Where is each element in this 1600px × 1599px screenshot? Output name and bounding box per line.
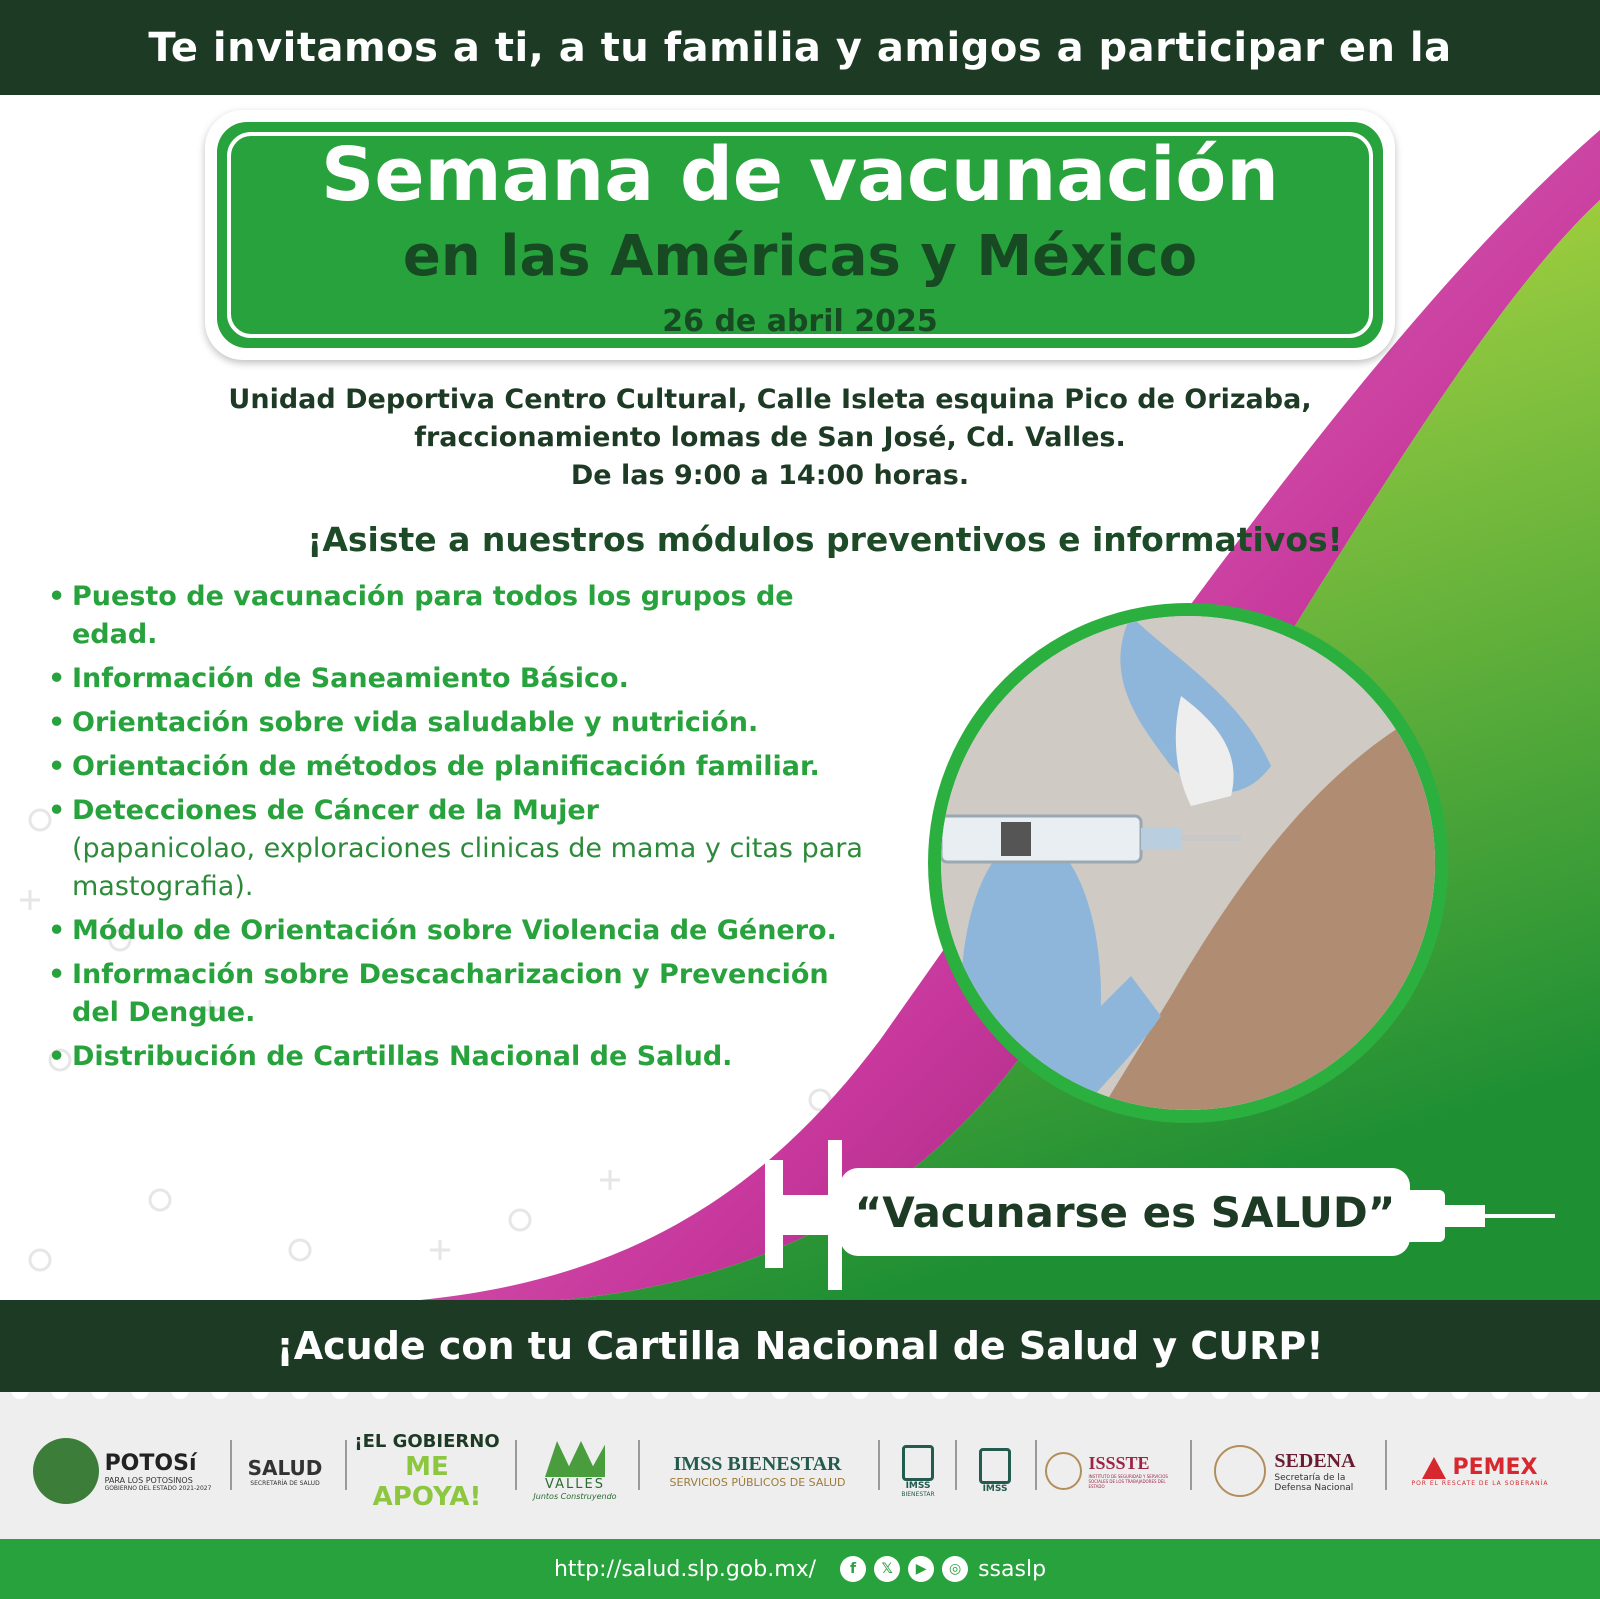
- event-date: 26 de abril 2025: [662, 304, 938, 339]
- logo-separator: [638, 1440, 640, 1490]
- bullet-icon: •: [48, 1041, 66, 1072]
- services-list: [48, 578, 868, 1082]
- bullet-icon: •: [48, 915, 66, 946]
- list-item: • Orientación sobre vida saludable y nutrición.: [48, 704, 868, 742]
- social-handle[interactable]: ssaslp: [978, 1556, 1047, 1582]
- logo-separator: [1035, 1440, 1037, 1490]
- valles-leaf-icon: [545, 1441, 605, 1477]
- list-item: • Módulo de Orientación sobre Violencia de Género.: [48, 912, 868, 950]
- imss-emblem-icon: [979, 1448, 1011, 1484]
- instagram-icon[interactable]: ◎: [942, 1556, 968, 1582]
- vaccination-illustration: [941, 616, 1435, 1110]
- list-item: • Puesto de vacunación para todos los grupos de edad.: [48, 578, 868, 654]
- slogan-text: “Vacunarse es SALUD”: [854, 1187, 1396, 1237]
- footer-bar: [0, 1539, 1600, 1599]
- website-link[interactable]: http://salud.slp.gob.mx/: [553, 1556, 817, 1582]
- slogan-banner: [840, 1168, 1410, 1256]
- invite-banner: [0, 0, 1600, 95]
- address-line-1: Unidad Deportiva Centro Cultural, Calle Isleta esquina Pico de Orizaba,: [228, 384, 1312, 415]
- logo-potosi: POTOSí PARA LOS POTOSINOS GOBIERNO DEL ESTADO 2021-2027: [32, 1432, 212, 1510]
- bullet-icon: •: [48, 707, 66, 738]
- logo-salud: SALUD SECRETARÍA DE SALUD: [247, 1455, 323, 1487]
- logo-imss: IMSS: [965, 1432, 1025, 1510]
- facebook-icon[interactable]: f: [840, 1556, 866, 1582]
- list-item: • Orientación de métodos de planificación familiar.: [48, 748, 868, 786]
- logo-issste: ISSSTE INSTITUTO DE SEGURIDAD Y SERVICIOS SOCIALES DE LOS TRABAJADORES DEL ESTADO: [1045, 1432, 1175, 1510]
- youtube-icon[interactable]: ▶: [908, 1556, 934, 1582]
- cta-banner: [0, 1300, 1600, 1392]
- logo-separator: [230, 1440, 232, 1490]
- dotted-border: [0, 1392, 1600, 1408]
- cta-text: ¡Acude con tu Cartilla Nacional de Salud y CURP!: [276, 1324, 1324, 1368]
- vaccination-photo: [928, 603, 1448, 1123]
- title-line-1: Semana de vacunación: [321, 132, 1279, 218]
- logo-pemex: PEMEX POR EL RESCATE DE LA SOBERANÍA: [1411, 1455, 1549, 1487]
- logo-imss-bienestar: IMSS BIENESTAR SERVICIOS PÚBLICOS DE SALUD: [669, 1453, 846, 1489]
- logo-separator: [1385, 1440, 1387, 1490]
- logo-valles: VALLES Juntos Construyendo: [525, 1432, 625, 1510]
- event-hours: De las 9:00 a 14:00 horas.: [570, 460, 970, 491]
- potosi-name: POTOSí: [104, 1450, 197, 1476]
- issste-emblem-icon: [1045, 1452, 1082, 1490]
- x-icon[interactable]: 𝕏: [874, 1556, 900, 1582]
- imss-emblem-icon: [902, 1445, 934, 1481]
- logo-separator: [878, 1440, 880, 1490]
- mexico-coat-of-arms-icon: [1214, 1445, 1266, 1497]
- list-item: • Información de Saneamiento Básico.: [48, 660, 868, 698]
- bullet-icon: •: [48, 795, 66, 826]
- list-item: • Distribución de Cartillas Nacional de Salud.: [48, 1038, 868, 1076]
- logo-separator: [955, 1440, 957, 1490]
- potosi-emblem-icon: [33, 1438, 99, 1504]
- bullet-icon: •: [48, 663, 66, 694]
- logo-imss-bienestar-small: IMSS BIENESTAR: [888, 1432, 948, 1510]
- list-item-detail: (papanicolao, exploraciones clinicas de mama y citas para mastografia).: [72, 833, 863, 902]
- modules-heading: ¡Asiste a nuestros módulos preventivos e informativos!: [307, 520, 1343, 559]
- list-item: • Información sobre Descacharizacion y Prevención del Dengue.: [48, 956, 868, 1032]
- bullet-icon: •: [48, 581, 66, 612]
- title-line-2: en las Américas y México: [402, 224, 1198, 289]
- logo-separator: [1190, 1440, 1192, 1490]
- logo-sedena: SEDENA Secretaría de la Defensa Nacional: [1200, 1432, 1370, 1510]
- bullet-icon: •: [48, 751, 66, 782]
- logo-separator: [345, 1440, 347, 1490]
- logo-gobierno-me-apoya: ¡EL GOBIERNO ME APOYA!: [354, 1430, 500, 1512]
- invite-text: Te invitamos a ti, a tu familia y amigos a participar en la: [148, 24, 1452, 71]
- list-item: • Detecciones de Cáncer de la Mujer (papanicolao, exploraciones clinicas de mama y citas para mastografia).: [48, 792, 868, 906]
- bullet-icon: •: [48, 959, 66, 990]
- address-line-2: fraccionamiento lomas de San José, Cd. Valles.: [414, 422, 1126, 453]
- pemex-eagle-icon: [1422, 1457, 1446, 1479]
- logo-separator: [515, 1440, 517, 1490]
